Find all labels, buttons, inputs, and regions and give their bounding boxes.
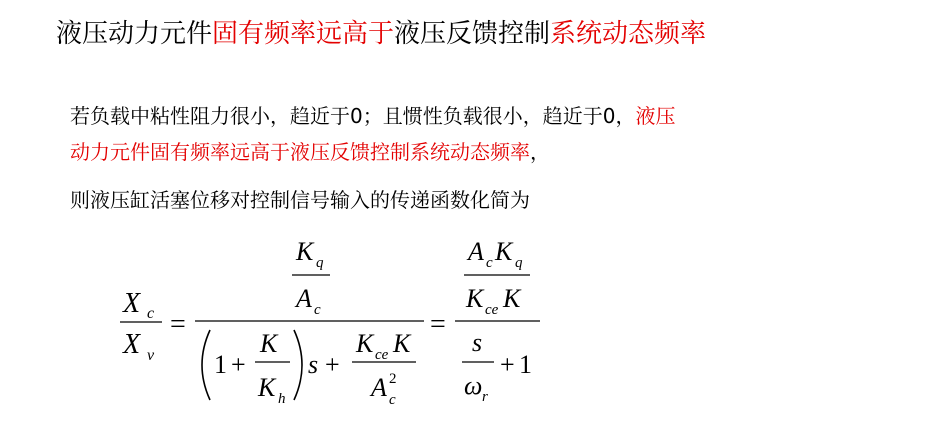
den-plus-2: + [325, 350, 340, 379]
rhs-fraction [455, 237, 540, 405]
den-inner-sub-h: h [278, 391, 286, 407]
den-frac-sub-ce: ce [375, 347, 389, 363]
lhs-fraction [120, 288, 162, 364]
middle-fraction [195, 237, 424, 408]
lhs-numerator-sub-c: c [147, 305, 155, 322]
rhs-num-sub-c: c [486, 255, 493, 271]
den-frac-K: K [356, 329, 374, 358]
lhs-numerator-X: X [123, 288, 141, 319]
equals-sign-2: = [430, 309, 446, 340]
rhs-den-s: s [472, 328, 483, 357]
title-part-2-highlight: 固有频率远高于 [212, 19, 395, 49]
den-frac-K2: K [393, 329, 411, 358]
title-part-3: 液压反馈控制 [394, 19, 551, 49]
rhs-num-sub-ce: ce [485, 302, 499, 318]
den-inner-Kh: K [258, 373, 276, 402]
rhs-den-omega: ω [464, 371, 483, 400]
den-frac-A: A [371, 373, 387, 402]
den-frac-sub-c: c [389, 392, 396, 408]
rhs-num-K3: K [503, 284, 521, 313]
rhs-num-K2: K [466, 284, 484, 313]
rhs-den-sub-r: r [482, 389, 488, 405]
rhs-den-plus: + [500, 350, 515, 379]
mid-num-sub-c: c [314, 302, 321, 318]
mid-num-A: A [296, 284, 312, 313]
title-part-1: 液压动力元件 [56, 19, 213, 49]
para3-text: 则液压缸活塞位移对控制信号输入的传递函数化简为 [70, 188, 530, 212]
para1-highlight: 液压 [635, 104, 676, 128]
den-plus-1: + [231, 350, 246, 379]
para2-text: ， [530, 140, 550, 164]
den-frac-sup-2: 2 [389, 371, 397, 387]
rhs-num-A: A [468, 237, 484, 266]
title-part-4-highlight: 系统动态频率 [550, 19, 707, 49]
den-one: 1 [214, 350, 227, 379]
equals-sign-1: = [170, 309, 186, 340]
mid-num-sub-q: q [316, 255, 324, 271]
rhs-num-sub-q: q [515, 255, 523, 271]
mid-num-K: K [296, 237, 314, 266]
right-paren [294, 330, 302, 400]
den-s: s [308, 350, 319, 379]
left-paren [202, 330, 210, 400]
rhs-num-K: K [495, 237, 513, 266]
lhs-denominator-sub-v: v [147, 347, 155, 364]
rhs-den-one: 1 [519, 350, 532, 379]
lhs-denominator-X: X [123, 329, 141, 360]
para2-highlight: 动力元件固有频率远高于液压反馈控制系统动态频率 [70, 140, 530, 164]
den-inner-K: K [260, 329, 278, 358]
para1-text: 若负载中粘性阻力很小，趋近于0；且惯性负载很小，趋近于0， [70, 104, 636, 128]
